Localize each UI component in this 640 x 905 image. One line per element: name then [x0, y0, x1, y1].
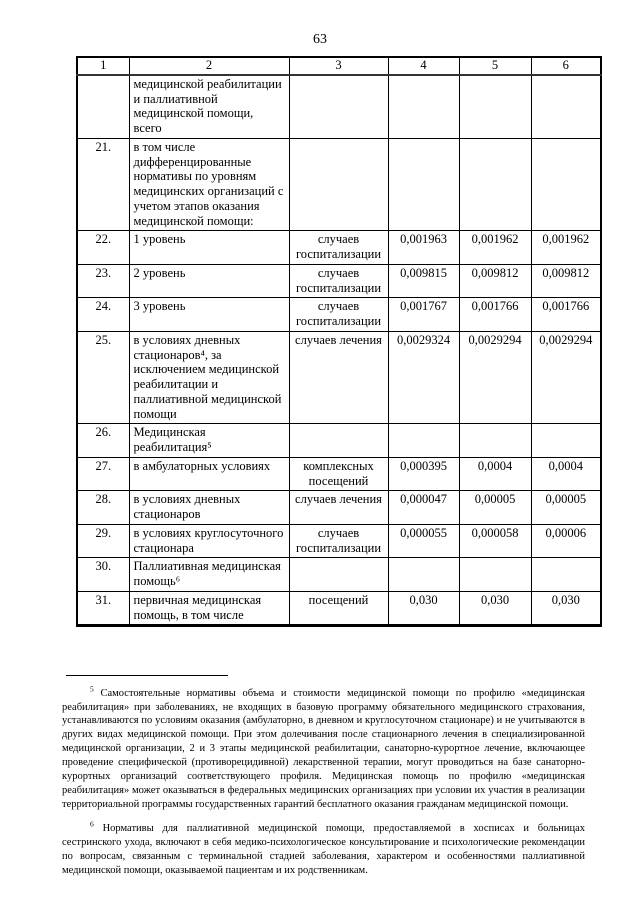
row-name: 2 уровень: [129, 264, 289, 298]
footnote-6-marker: 6: [90, 819, 94, 829]
row-number: 28.: [77, 491, 129, 525]
table-row: [77, 331, 601, 424]
row-value-6: 0,0004: [531, 457, 601, 491]
row-unit: [289, 558, 388, 592]
col-header-2: 2: [129, 57, 289, 75]
table-row: [77, 491, 601, 525]
row-number: 26.: [77, 424, 129, 458]
row-value-5: 0,009812: [459, 264, 531, 298]
table-row: [77, 231, 601, 265]
table-row: [77, 591, 601, 626]
row-name: в условиях дневных стационаров: [129, 491, 289, 525]
row-value-5: 0,000058: [459, 524, 531, 558]
row-unit: случаев госпитализации: [289, 524, 388, 558]
col-header-3: 3: [289, 57, 388, 75]
row-value-4: 0,0029324: [388, 331, 459, 424]
row-value-6: [531, 558, 601, 592]
row-value-4: 0,000047: [388, 491, 459, 525]
row-value-5: 0,001766: [459, 298, 531, 332]
table-row: [77, 138, 601, 231]
footnote-6-text: Нормативы для паллиативной медицинской помощи, предоставляемой в хосписах и больницах сестринского ухода, включают в себя медико-психологическое консультирование и психологические рекомендации по вопросам, связанным с терминальной стадией заболевания, характером и особенностями паллиативной медицинской помощи, оказываемой пациентам и их родственникам.: [62, 822, 585, 876]
row-value-4: [388, 138, 459, 231]
row-value-5: [459, 558, 531, 592]
table-row: [77, 558, 601, 592]
table-row: [77, 264, 601, 298]
row-value-6: 0,001766: [531, 298, 601, 332]
footnote-separator: [66, 675, 228, 676]
row-value-6: [531, 138, 601, 231]
row-number: 22.: [77, 231, 129, 265]
footnote-5: [62, 684, 586, 812]
row-value-6: 0,00005: [531, 491, 601, 525]
row-value-5: 0,030: [459, 591, 531, 626]
row-number: 24.: [77, 298, 129, 332]
row-value-6: 0,00006: [531, 524, 601, 558]
row-unit: случаев госпитализации: [289, 231, 388, 265]
row-name: первичная медицинская помощь, в том числе: [129, 591, 289, 626]
row-value-5: [459, 138, 531, 231]
row-value-6: 0,009812: [531, 264, 601, 298]
row-unit: комплексных посещений: [289, 457, 388, 491]
row-number: 29.: [77, 524, 129, 558]
row-unit: [289, 424, 388, 458]
footnotes-section: [62, 675, 585, 877]
row-number: 23.: [77, 264, 129, 298]
col-header-4: 4: [388, 57, 459, 75]
row-name: в амбулаторных условиях: [129, 457, 289, 491]
row-unit: случаев госпитализации: [289, 264, 388, 298]
row-value-5: [459, 75, 531, 139]
row-value-4: 0,030: [388, 591, 459, 626]
row-unit: случаев лечения: [289, 331, 388, 424]
row-number: 21.: [77, 138, 129, 231]
table-header: [77, 57, 601, 75]
row-value-4: 0,000055: [388, 524, 459, 558]
row-name: в условиях круглосуточного стационара: [129, 524, 289, 558]
row-unit: случаев госпитализации: [289, 298, 388, 332]
row-value-4: [388, 558, 459, 592]
row-value-5: 0,0029294: [459, 331, 531, 424]
table-row: [77, 457, 601, 491]
col-header-6: 6: [531, 57, 601, 75]
row-value-4: 0,001767: [388, 298, 459, 332]
row-name: в том числе дифференцированные нормативы по уровням медицинских организаций с учетом этапов оказания медицинской помощи:: [129, 138, 289, 231]
row-value-6: 0,030: [531, 591, 601, 626]
row-value-4: 0,009815: [388, 264, 459, 298]
col-header-1: 1: [77, 57, 129, 75]
row-unit: [289, 138, 388, 231]
row-value-4: [388, 75, 459, 139]
row-value-6: 0,001962: [531, 231, 601, 265]
row-number: 25.: [77, 331, 129, 424]
row-number: 27.: [77, 457, 129, 491]
row-value-4: [388, 424, 459, 458]
row-name: Паллиативная медицинская помощь⁶: [129, 558, 289, 592]
footnote-5-marker: 5: [90, 684, 94, 694]
page-number: 63: [313, 32, 327, 47]
row-unit: посещений: [289, 591, 388, 626]
row-name: медицинской реабилитации и паллиативной медицинской помощи, всего: [129, 75, 289, 139]
col-header-5: 5: [459, 57, 531, 75]
norms-table: [76, 56, 602, 627]
row-unit: [289, 75, 388, 139]
table-row: [77, 298, 601, 332]
row-number: 30.: [77, 558, 129, 592]
table-header-row: [77, 57, 601, 75]
row-value-5: [459, 424, 531, 458]
row-unit: случаев лечения: [289, 491, 388, 525]
row-number: [77, 75, 129, 139]
row-name: 3 уровень: [129, 298, 289, 332]
footnote-6: [62, 819, 585, 877]
row-value-4: 0,001963: [388, 231, 459, 265]
row-value-5: 0,001962: [459, 231, 531, 265]
row-value-6: [531, 424, 601, 458]
footnote-5-text: Самостоятельные нормативы объема и стоимости медицинской помощи по профилю «медицинская реабилитация» при заболеваниях, не входящих в базовую программу обязательного медицинского страхования, устанавливаются по условиям оказания (амбулаторно, в дневном и круглосуточном стационаре) и не учитываются в других видах медицинской помощи. При этом долечивания после стационарного лечения в специализированной медицинской организации, 2 и 3 этапы медицинской реабилитации, санаторно-курортное лечение, включающее проведение специфической (противорецидивной) лекарственной терапии, могут проводиться на базе санаторно-курортных организаций соответствующего профиля. Медицинская помощь по профилю «медицинская реабилитация» может оказываться в федеральных медицинских организациях при условии их участия в реализации территориальной программы государственных гарантий бесплатного оказания гражданам медицинской помощи.: [62, 687, 586, 810]
table-row: [77, 424, 601, 458]
row-name: Медицинская реабилитация⁵: [129, 424, 289, 458]
table-row: [77, 524, 601, 558]
row-value-5: 0,0004: [459, 457, 531, 491]
table-row: [77, 75, 601, 139]
row-value-6: [531, 75, 601, 139]
row-value-6: 0,0029294: [531, 331, 601, 424]
row-value-4: 0,000395: [388, 457, 459, 491]
row-name: 1 уровень: [129, 231, 289, 265]
row-name: в условиях дневных стационаров⁴, за исключением медицинской реабилитации и паллиативной медицинской помощи: [129, 331, 289, 424]
row-number: 31.: [77, 591, 129, 626]
row-value-5: 0,00005: [459, 491, 531, 525]
